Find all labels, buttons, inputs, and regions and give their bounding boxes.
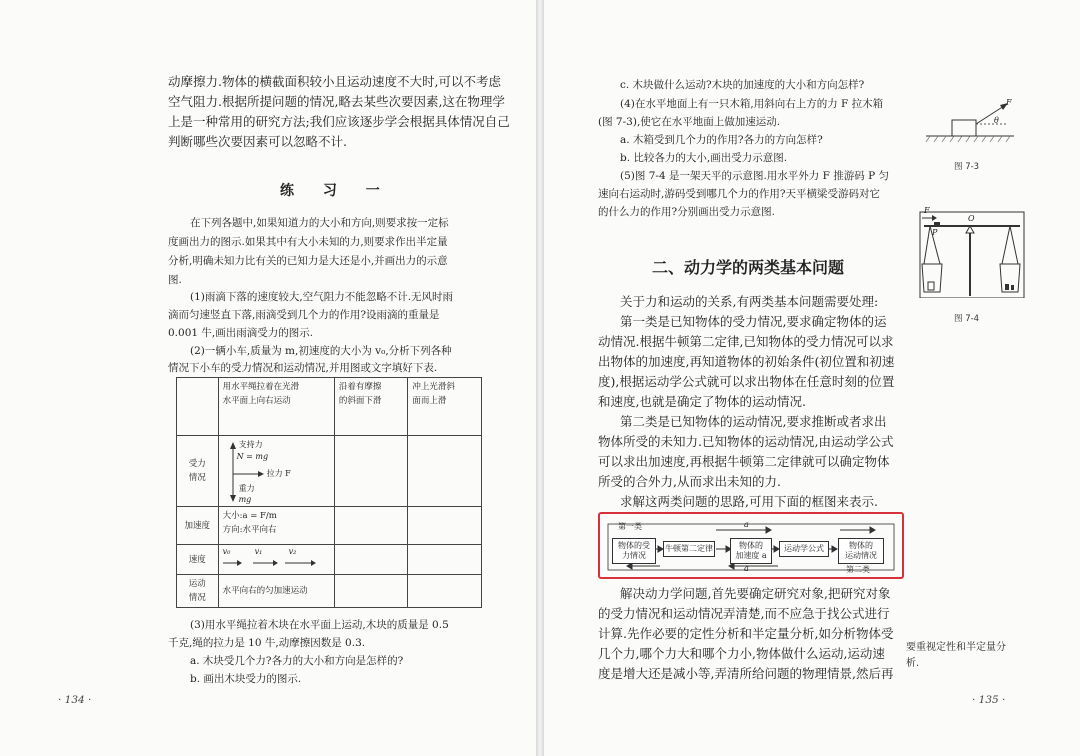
force-support-label: 支持力 (238, 440, 263, 449)
flow-box-motion: 物体的 运动情况 (838, 538, 884, 564)
section-title: 二、动力学的两类基本问题 (652, 258, 845, 277)
motion-cell: 水平向右的匀加速运动 (218, 575, 334, 608)
body-line: 出物体的加速度,再知道物体的初始条件(初位置和初速 (598, 354, 895, 369)
speed-v0-label: v₀ (222, 547, 231, 556)
force-pull-label: 拉力 F (266, 469, 291, 478)
question-3-line: b. 画出木块受力的图示. (190, 673, 302, 685)
closing-line: 的受力情况和运动情况弄清楚,而不应急于找公式进行 (598, 606, 890, 621)
instruction-line: 在下列各题中,如果知道力的大小和方向,则要求按一定标 (190, 217, 449, 229)
flow-box-newton: 牛顿第二定律 (663, 541, 715, 557)
margin-note-line: 要重视定性和半定量分 (906, 642, 1006, 653)
table-empty-cell (334, 575, 408, 608)
question-2-line: (2)一辆小车,质量为 m,初速度的大小为 v₀,分析下列各种 (190, 345, 452, 357)
instruction-line: 度画出力的图示.如果其中有大小未知的力,则要求作出半定量 (168, 236, 448, 248)
question-1-line: 滴而匀速竖直下落,雨滴受到几个力的作用?设雨滴的重量是 (168, 309, 440, 321)
body-line: 第一类是已知物体的受力情况,要求确定物体的运 (620, 314, 887, 329)
body-line: 可以求出加速度,再根据牛顿第二定律就可以确定物体 (598, 454, 890, 469)
flow-box-acceleration: 物体的 加速度 a (730, 538, 772, 564)
question-3-line: (3)用水平绳拉着木块在水平面上运动,木块的质量是 0.5 (190, 619, 449, 631)
figure-7-3-caption: 图 7-3 (954, 162, 980, 172)
instruction-line: 图. (168, 274, 182, 286)
speed-arrows-icon (223, 547, 323, 571)
table-header-col3: 冲上光滑斜 面而上滑 (408, 378, 482, 436)
exercise-table (176, 377, 482, 608)
body-line: 求解这两类问题的思路,可用下面的框图来表示. (620, 494, 878, 509)
instruction-line: 分析,明确未知力比有关的已知力是大还是小,并画出力的示意 (168, 255, 448, 267)
right-question-line: b. 比较各力的大小,画出受力示意图. (620, 152, 788, 164)
acceleration-magnitude: 大小:a = F/m (222, 511, 277, 521)
question-1-line: (1)雨滴下落的速度较大,空气阻力不能忽略不计.无风时雨 (190, 291, 454, 303)
body-line: 所受的合外力,从而求出未知的力. (598, 474, 781, 489)
intro-line: 判断哪些次要因素可以忽略不计. (168, 134, 347, 149)
row-label-force: 受力 情况 (177, 436, 219, 507)
speed-v1-label: v₁ (254, 547, 263, 556)
body-line: 和速度,也就是确定了物体的运动情况. (598, 394, 806, 409)
right-question-line: (5)图 7-4 是一架天平的示意图.用水平外力 F 推游码 P 匀 (620, 170, 889, 182)
intro-line: 空气阻力.根据所提问题的情况,略去某些次要因素,这在物理学 (168, 94, 505, 109)
figure-7-4-force-label: F (924, 206, 930, 215)
acceleration-direction: 方向:水平向右 (222, 525, 277, 535)
table-empty-cell (334, 436, 408, 507)
body-line: 度),根据运动学公式就可以求出物体在任意时刻的位置 (598, 374, 895, 389)
speed-v2-label: v₂ (288, 547, 297, 556)
table-header-col2: 沿着有摩擦 的斜面下滑 (334, 378, 408, 436)
flow-label-second: 第二类 (846, 565, 870, 574)
force-diagram-cell (218, 436, 334, 507)
body-line: 动情况.根据牛顿第二定律,已知物体的受力情况可以求 (598, 334, 894, 349)
body-line: 物体所受的未知力.已知物体的运动情况,由运动学公式 (598, 434, 894, 449)
table-empty-cell (408, 545, 482, 575)
exercise-heading: 练 习 一 (280, 183, 392, 199)
table-header-col1: 用水平绳拉着在光滑 水平面上向右运动 (218, 378, 334, 436)
closing-line: 解决动力学问题,首先要确定研究对象,把研究对象 (620, 586, 891, 601)
figure-7-4-caption: 图 7-4 (954, 314, 980, 324)
right-question-line: 速向右运动时,游码受到哪几个力的作用?天平横梁受游码对它 (598, 188, 880, 200)
force-gravity-label: 重力 (238, 484, 255, 493)
figure-7-4-rider-label: P (932, 228, 938, 237)
margin-note-line: 析. (906, 658, 920, 669)
row-label-acceleration: 加速度 (177, 507, 219, 545)
table-empty-cell (408, 507, 482, 545)
intro-line: 上是一种常用的研究方法;我们应该逐步学会根据具体情况自己 (168, 114, 510, 129)
figure-7-3-theta-label: θ (994, 116, 999, 125)
speed-diagram (223, 547, 330, 571)
question-2-line: 情况下小车的受力情况和运动情况,并用图或文字填好下表. (168, 362, 438, 374)
closing-line: 计算.先作必要的定性分析和半定量分析,如分析物体受 (598, 626, 894, 641)
page-number-left: · 134 · (58, 694, 92, 706)
flow-arrow-a-top: a (744, 520, 749, 529)
question-3-line: 千克,绳的拉力是 10 牛,动摩擦因数是 0.3. (168, 637, 366, 649)
row-label-speed: 速度 (177, 545, 219, 575)
row-label-motion: 运动 情况 (177, 575, 219, 608)
closing-line: 度是增大还是减小等,弄清所给问题的物理情景,然后再 (598, 666, 894, 681)
flow-box-kinematics: 运动学公式 (779, 541, 829, 557)
acceleration-cell (218, 507, 334, 545)
force-diagram (223, 438, 330, 504)
intro-line: 动摩擦力.物体的横截面积较小且运动速度不大时,可以不考虑 (168, 74, 501, 89)
body-line: 第二类是已知物体的运动情况,要求推断或者求出 (620, 414, 887, 429)
flow-arrow-a-bottom: a (744, 564, 749, 573)
table-empty-cell (334, 507, 408, 545)
right-question-line: 的什么力的作用?分别画出受力示意图. (598, 206, 775, 218)
figure-7-3-force-label: F (1006, 98, 1012, 107)
flow-box-forces: 物体的受 力情况 (612, 538, 656, 564)
force-mg-label: mg (238, 495, 252, 504)
figure-7-4-pivot-label: O (968, 214, 975, 223)
book-gutter (536, 0, 544, 756)
right-question-line: (图 7-3),使它在水平地面上做加速运动. (598, 116, 781, 128)
closing-line: 几个力,哪个力大和哪个力小,物体做什么运动,运动速 (598, 646, 885, 661)
speed-cell (218, 545, 334, 575)
right-question-line: c. 木块做什么运动?木块的加速度的大小和方向怎样? (620, 79, 865, 91)
question-1-line: 0.001 牛,画出雨滴受力的图示. (168, 327, 314, 339)
force-n-label: N = mg (236, 452, 269, 461)
right-question-line: a. 木箱受到几个力的作用?各力的方向怎样? (620, 134, 823, 146)
table-empty-cell (408, 436, 482, 507)
flow-label-first: 第一类 (618, 522, 642, 531)
table-empty-cell (334, 545, 408, 575)
page-number-right: · 135 · (972, 694, 1006, 706)
table-empty-cell (408, 575, 482, 608)
figure-7-3-crate-icon (922, 94, 1018, 150)
table-header-empty (177, 378, 219, 436)
question-3-line: a. 木块受几个力?各力的大小和方向是怎样的? (190, 655, 404, 667)
body-line: 关于力和运动的关系,有两类基本问题需要处理: (620, 294, 879, 309)
right-question-line: (4)在水平地面上有一只木箱,用斜向右上方的力 F 拉木箱 (620, 98, 884, 110)
